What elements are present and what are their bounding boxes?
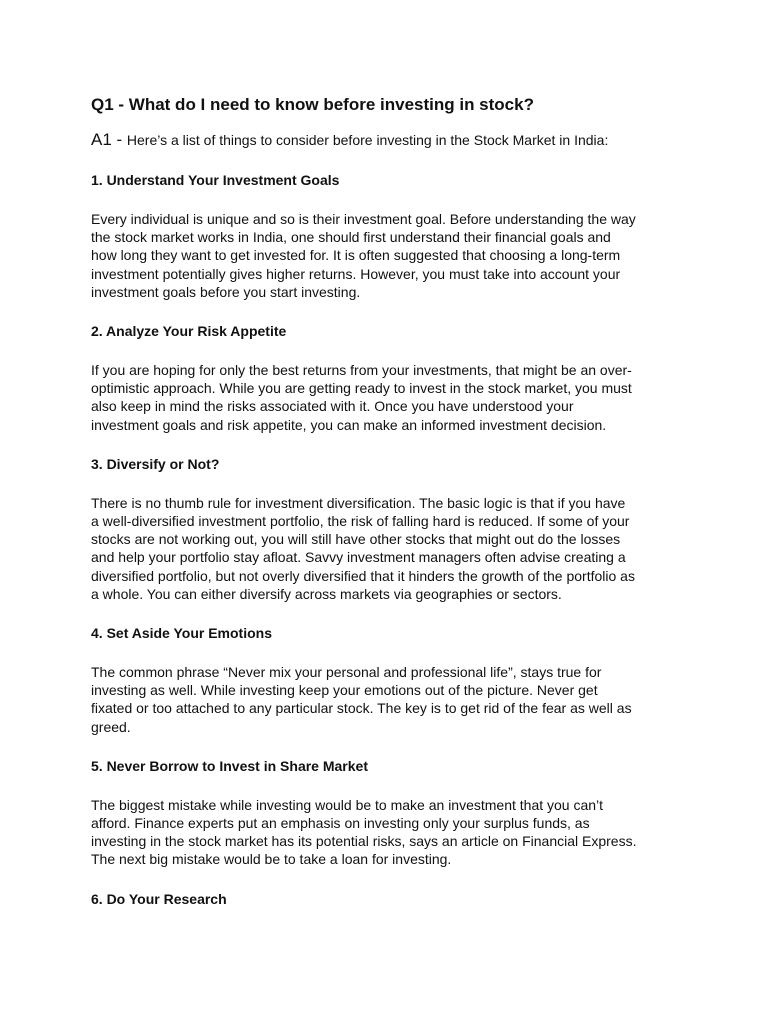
paragraph-line: diversified portfolio, but not overly diversified that it hinders the growth of the portfolio as bbox=[91, 567, 635, 584]
paragraph-line: There is no thumb rule for investment diversification. The basic logic is that if you have bbox=[91, 494, 626, 511]
section-heading: 5. Never Borrow to Invest in Share Market bbox=[91, 757, 368, 774]
answer-label: A1 - bbox=[91, 130, 127, 149]
paragraph-line: optimistic approach. While you are getting ready to invest in the stock market, you must bbox=[91, 380, 632, 397]
paragraph-line: how long they want to get invested for. It is often suggested that choosing a long-term bbox=[91, 247, 621, 264]
section-heading: 2. Analyze Your Risk Appetite bbox=[91, 323, 287, 340]
section-paragraph bbox=[91, 210, 691, 301]
paragraph-line: and help your portfolio stay afloat. Savvy investment managers often advise creating a bbox=[91, 549, 626, 566]
paragraph-line: the stock market works in India, one should first understand their financial goals and bbox=[91, 229, 611, 246]
paragraph-line: investment goals before you start investing. bbox=[91, 283, 361, 300]
section-heading: 6. Do Your Research bbox=[91, 890, 227, 907]
paragraph-line: investing as well. While investing keep your emotions out of the picture. Never get bbox=[91, 682, 598, 699]
question-heading: Q1 - What do I need to know before investing in stock? bbox=[91, 95, 534, 114]
section-paragraph bbox=[91, 796, 691, 869]
sections-list bbox=[91, 171, 691, 908]
section bbox=[91, 322, 691, 434]
section bbox=[91, 171, 691, 301]
section-heading: 3. Diversify or Not? bbox=[91, 455, 220, 472]
section-heading: 1. Understand Your Investment Goals bbox=[91, 172, 340, 188]
paragraph-line: afford. Finance experts put an emphasis on investing only your surplus funds, as bbox=[91, 815, 590, 832]
section bbox=[91, 757, 691, 869]
section bbox=[91, 890, 691, 908]
section-paragraph bbox=[91, 361, 691, 434]
answer-intro bbox=[91, 130, 691, 151]
paragraph-line: The next big mistake would be to take a loan for investing. bbox=[91, 851, 452, 868]
paragraph-line: If you are hoping for only the best returns from your investments, that might be an over- bbox=[91, 362, 632, 379]
paragraph-line: a whole. You can either diversify across markets via geographies or sectors. bbox=[91, 585, 562, 602]
paragraph-line: investment goals and risk appetite, you can make an informed investment decision. bbox=[91, 416, 607, 433]
paragraph-line: investment potentially gives higher returns. However, you must take into account your bbox=[91, 265, 621, 282]
paragraph-line: greed. bbox=[91, 718, 131, 735]
paragraph-line: Every individual is unique and so is their investment goal. Before understanding the way bbox=[91, 211, 636, 227]
section-paragraph bbox=[91, 494, 691, 603]
paragraph-line: The common phrase “Never mix your personal and professional life”, stays true for bbox=[91, 664, 602, 681]
section bbox=[91, 624, 691, 736]
document-page bbox=[91, 94, 691, 929]
section bbox=[91, 455, 691, 603]
section-heading: 4. Set Aside Your Emotions bbox=[91, 625, 273, 642]
paragraph-line: investing in the stock market has its potential risks, says an article on Financial Express. bbox=[91, 833, 637, 850]
paragraph-line: fixated or too attached to any particular stock. The key is to get rid of the fear as well as bbox=[91, 700, 632, 717]
paragraph-line: a well-diversified investment portfolio, the risk of falling hard is reduced. If some of your bbox=[91, 513, 630, 530]
paragraph-line: also keep in mind the risks associated with it. Once you have understood your bbox=[91, 398, 574, 415]
answer-intro-text: Here’s a list of things to consider before investing in the Stock Market in India: bbox=[126, 132, 609, 148]
section-paragraph bbox=[91, 663, 691, 736]
paragraph-line: The biggest mistake while investing would be to make an investment that you can’t bbox=[91, 796, 604, 813]
paragraph-line: stocks are not working out, you will still have other stocks that might out do the losses bbox=[91, 531, 621, 548]
